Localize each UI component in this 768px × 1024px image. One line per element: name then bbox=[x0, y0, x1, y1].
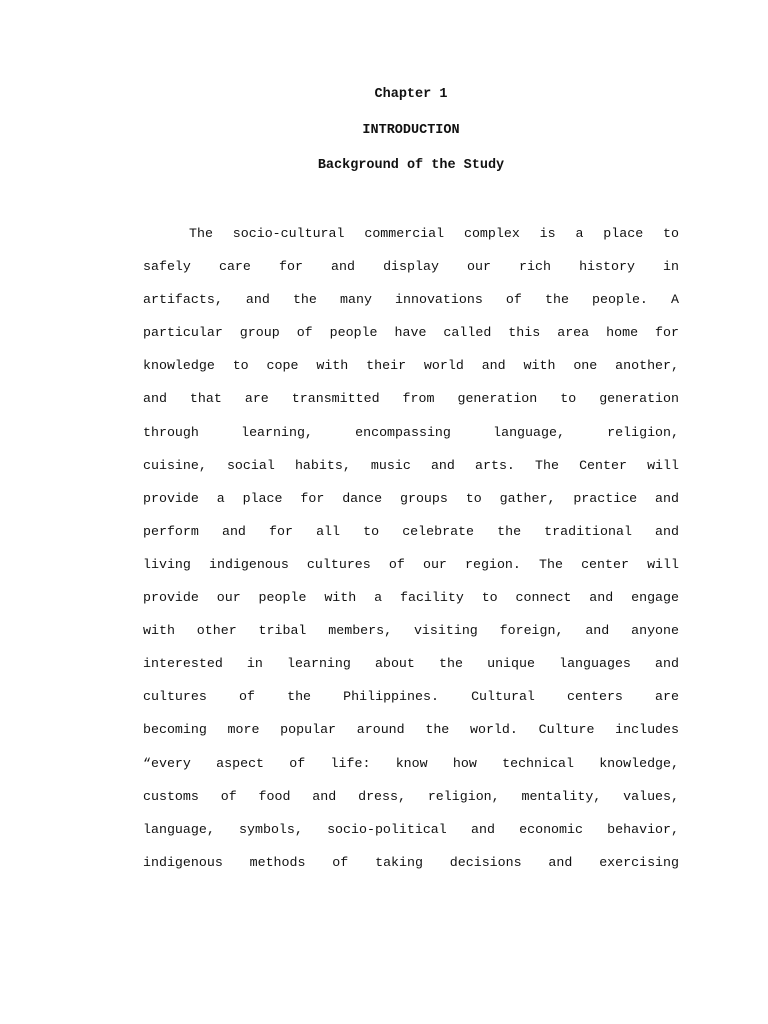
paragraph-line: cultures of the Philippines. Cultural centers are bbox=[143, 689, 679, 705]
body-paragraph bbox=[143, 224, 679, 886]
paragraph-line: artifacts, and the many innovations of the people. A bbox=[143, 292, 679, 308]
paragraph-line: customs of food and dress, religion, mentality, values, bbox=[143, 788, 679, 804]
paragraph-line: indigenous methods of taking decisions and exercising bbox=[143, 854, 679, 870]
section-heading: INTRODUCTION bbox=[362, 123, 460, 138]
paragraph-line: living indigenous cultures of our region. The center will bbox=[143, 556, 679, 572]
paragraph-line: interested in learning about the unique languages and bbox=[143, 656, 679, 672]
paragraph-line: perform and for all to celebrate the traditional and bbox=[143, 523, 679, 539]
paragraph-line: provide our people with a facility to connect and engage bbox=[143, 590, 679, 606]
paragraph-line: with other tribal members, visiting foreign, and anyone bbox=[143, 623, 679, 639]
paragraph-line: particular group of people have called this area home for bbox=[143, 325, 679, 341]
paragraph-line: through learning, encompassing language, religion, bbox=[143, 424, 679, 440]
paragraph-line: and that are transmitted from generation to generation bbox=[143, 391, 679, 407]
paragraph-line: provide a place for dance groups to gather, practice and bbox=[143, 490, 679, 506]
paragraph-line: safely care for and display our rich history in bbox=[143, 259, 679, 275]
subsection-heading: Background of the Study bbox=[317, 158, 505, 173]
paragraph-line: language, symbols, socio-political and economic behavior, bbox=[143, 821, 679, 837]
paragraph-line: The socio-cultural commercial complex is a place to bbox=[189, 226, 679, 241]
paragraph-line: “every aspect of life: know how technical knowledge, bbox=[143, 755, 679, 771]
paragraph-line: cuisine, social habits, music and arts. The Center will bbox=[143, 457, 679, 473]
chapter-heading: Chapter 1 bbox=[374, 87, 448, 102]
paragraph-line: knowledge to cope with their world and with one another, bbox=[143, 358, 679, 374]
paragraph-line: becoming more popular around the world. Culture includes bbox=[143, 722, 679, 738]
